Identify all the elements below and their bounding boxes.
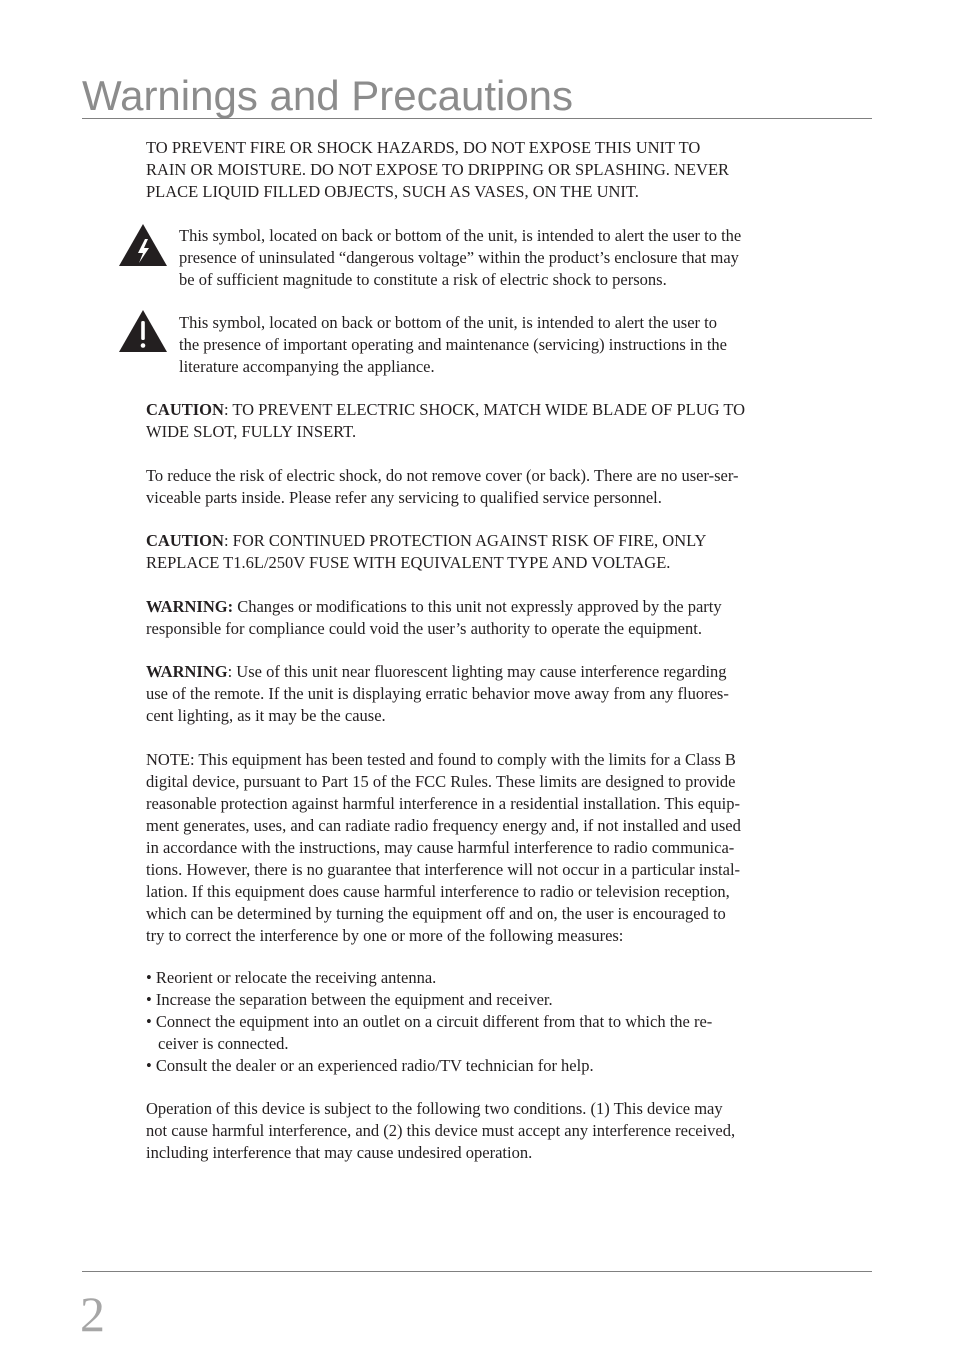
- voltage-symbol-description: [179, 225, 741, 291]
- cover-line: viceable parts inside. Please refer any servicing to qualified service personnel.: [146, 488, 662, 507]
- note-line: in accordance with the instructions, may cause harmful interference to radio communica-: [146, 838, 735, 857]
- voltage-line: be of sufficient magnitude to constitute a risk of electric shock to persons.: [179, 270, 667, 289]
- warning-text: responsible for compliance could void the user’s authority to operate the equipment.: [146, 619, 702, 638]
- intro-line: TO PREVENT FIRE OR SHOCK HAZARDS, DO NOT EXPOSE THIS UNIT TO: [146, 138, 701, 157]
- operation-paragraph: [146, 1098, 735, 1164]
- warning-label: WARNING:: [146, 597, 234, 616]
- exclamation-triangle-icon: [118, 309, 168, 353]
- measures-list: [146, 967, 712, 1077]
- note-line: NOTE: This equipment has been tested and found to comply with the limits for a Class B: [146, 750, 736, 769]
- list-item: • Consult the dealer or an experienced radio/TV technician for help.: [146, 1056, 594, 1075]
- caution-text: REPLACE T1.6L/250V FUSE WITH EQUIVALENT TYPE AND VOLTAGE.: [146, 553, 671, 572]
- voltage-line: This symbol, located on back or bottom of the unit, is intended to alert the user to the: [179, 226, 742, 245]
- caution-label: CAUTION: [146, 400, 224, 419]
- footer-divider: [82, 1271, 872, 1272]
- list-item: • Connect the equipment into an outlet on a circuit different from that to which the re-: [146, 1012, 713, 1031]
- operation-line: Operation of this device is subject to the following two conditions. (1) This device may: [146, 1099, 723, 1118]
- list-item: • Increase the separation between the equipment and receiver.: [146, 990, 553, 1009]
- intro-paragraph: [146, 137, 729, 203]
- note-line: digital device, pursuant to Part 15 of the FCC Rules. These limits are designed to provide: [146, 772, 736, 791]
- intro-line: PLACE LIQUID FILLED OBJECTS, SUCH AS VASES, ON THE UNIT.: [146, 182, 639, 201]
- cover-paragraph: [146, 465, 739, 509]
- page-number: 2: [80, 1286, 105, 1342]
- caution-text: WIDE SLOT, FULLY INSERT.: [146, 422, 357, 441]
- note-line: tions. However, there is no guarantee that interference will not occur in a particular instal-: [146, 860, 741, 879]
- caution-fuse-paragraph: [146, 530, 706, 574]
- warning-fluorescent-paragraph: [146, 661, 729, 727]
- caution-plug-paragraph: [146, 399, 745, 443]
- voltage-line: presence of uninsulated “dangerous voltage” within the product’s enclosure that may: [179, 248, 739, 267]
- caution-label: CAUTION: [146, 531, 224, 550]
- note-line: try to correct the interference by one or more of the following measures:: [146, 926, 624, 945]
- caution-text: : TO PREVENT ELECTRIC SHOCK, MATCH WIDE BLADE OF PLUG TO: [223, 400, 746, 419]
- warning-text: cent lighting, as it may be the cause.: [146, 706, 386, 725]
- lightning-bolt-triangle-icon: [118, 223, 168, 267]
- caution-text: : FOR CONTINUED PROTECTION AGAINST RISK OF FIRE, ONLY: [223, 531, 707, 550]
- note-line: reasonable protection against harmful interference in a residential installation. This equip-: [146, 794, 740, 813]
- exclamation-line: This symbol, located on back or bottom of the unit, is intended to alert the user to: [179, 313, 717, 332]
- title-divider: [82, 118, 872, 119]
- cover-line: To reduce the risk of electric shock, do not remove cover (or back). There are no user-ser-: [146, 466, 739, 485]
- list-item: • Reorient or relocate the receiving antenna.: [146, 968, 437, 987]
- operation-line: not cause harmful interference, and (2) this device must accept any interference received,: [146, 1121, 736, 1140]
- note-line: which can be determined by turning the equipment off and on, the user is encouraged to: [146, 904, 726, 923]
- warning-text: Changes or modifications to this unit not expressly approved by the party: [233, 597, 722, 616]
- list-item-continuation: ceiver is connected.: [158, 1034, 289, 1053]
- note-line: ment generates, uses, and can radiate radio frequency energy and, if not installed and used: [146, 816, 741, 835]
- warning-label: WARNING: [146, 662, 228, 681]
- warning-text: use of the remote. If the unit is displaying erratic behavior move away from any fluores-: [146, 684, 729, 703]
- fcc-note-paragraph: [146, 749, 741, 947]
- exclamation-line: the presence of important operating and maintenance (servicing) instructions in the: [179, 335, 727, 354]
- intro-line: RAIN OR MOISTURE. DO NOT EXPOSE TO DRIPPING OR SPLASHING. NEVER: [146, 160, 730, 179]
- exclamation-line: literature accompanying the appliance.: [179, 357, 435, 376]
- page-title: Warnings and Precautions: [82, 72, 574, 119]
- warning-text: : Use of this unit near fluorescent lighting may cause interference regarding: [227, 662, 727, 681]
- operation-line: including interference that may cause undesired operation.: [146, 1143, 533, 1162]
- warning-modifications-paragraph: [146, 596, 722, 640]
- note-line: lation. If this equipment does cause harmful interference to radio or television reception,: [146, 882, 730, 901]
- exclamation-symbol-description: [179, 312, 727, 378]
